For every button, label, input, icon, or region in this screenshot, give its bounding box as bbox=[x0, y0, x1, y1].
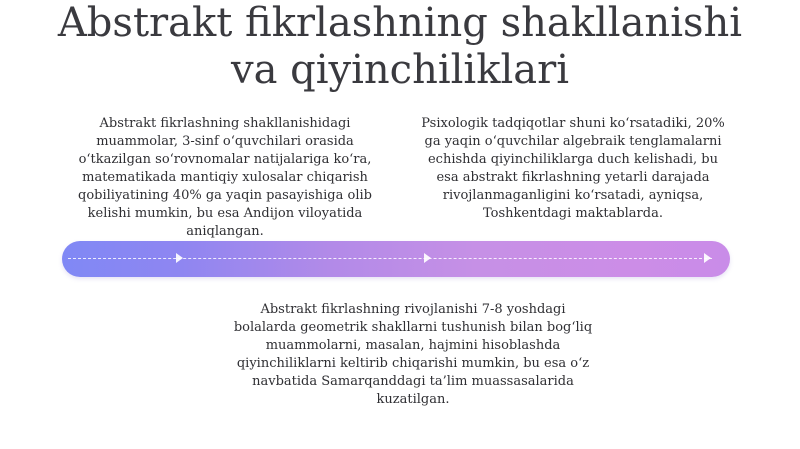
timeline-arrow-icon bbox=[176, 253, 183, 263]
slide-title-line-2: va qiyinchiliklari bbox=[230, 47, 570, 93]
timeline-dashed-track bbox=[68, 258, 712, 259]
timeline-arrow-icon bbox=[704, 253, 711, 263]
timeline-bar bbox=[62, 241, 730, 277]
paragraph-left: Abstrakt fikrlashning shakllanishidagi muammolar, 3-sinf o‘quvchilari orasida o‘tkazilgan so‘rovnomalar natijalariga ko‘ra, matematikada mantiqiy xulosalar chiqarish qobiliyatining 40% ga yaqin pasayishiga olib kelishi mumkin, bu esa Andijon viloyatida aniqlangan. bbox=[78, 116, 372, 239]
paragraph-bottom: Abstrakt fikrlashning rivojlanishi 7-8 yoshdagi bolalarda geometrik shakllarni tushunish bilan bog‘liq muammolarni, masalan, hajmini hisoblashda qiyinchiliklarni keltirib chiqarishi mumkin, bu esa o‘z navbatida Samarqanddagi ta’lim muassasalarida kuzatilgan. bbox=[233, 302, 593, 407]
slide-title bbox=[0, 0, 800, 94]
paragraph-right: Psixologik tadqiqotlar shuni ko‘rsatadiki, 20% ga yaqin o‘quvchilar algebraik tenglamalarni echishda qiyinchiliklarga duch kelishadi, bu esa abstrakt fikrlashning yetarli darajada rivojlanmaganligini ko‘rsatadi, ayniqsa, Toshkentdagi maktablarda. bbox=[421, 116, 725, 221]
timeline-arrow-icon bbox=[424, 253, 431, 263]
slide-title-line-1: Abstrakt fikrlashning shakllanishi bbox=[57, 0, 743, 46]
